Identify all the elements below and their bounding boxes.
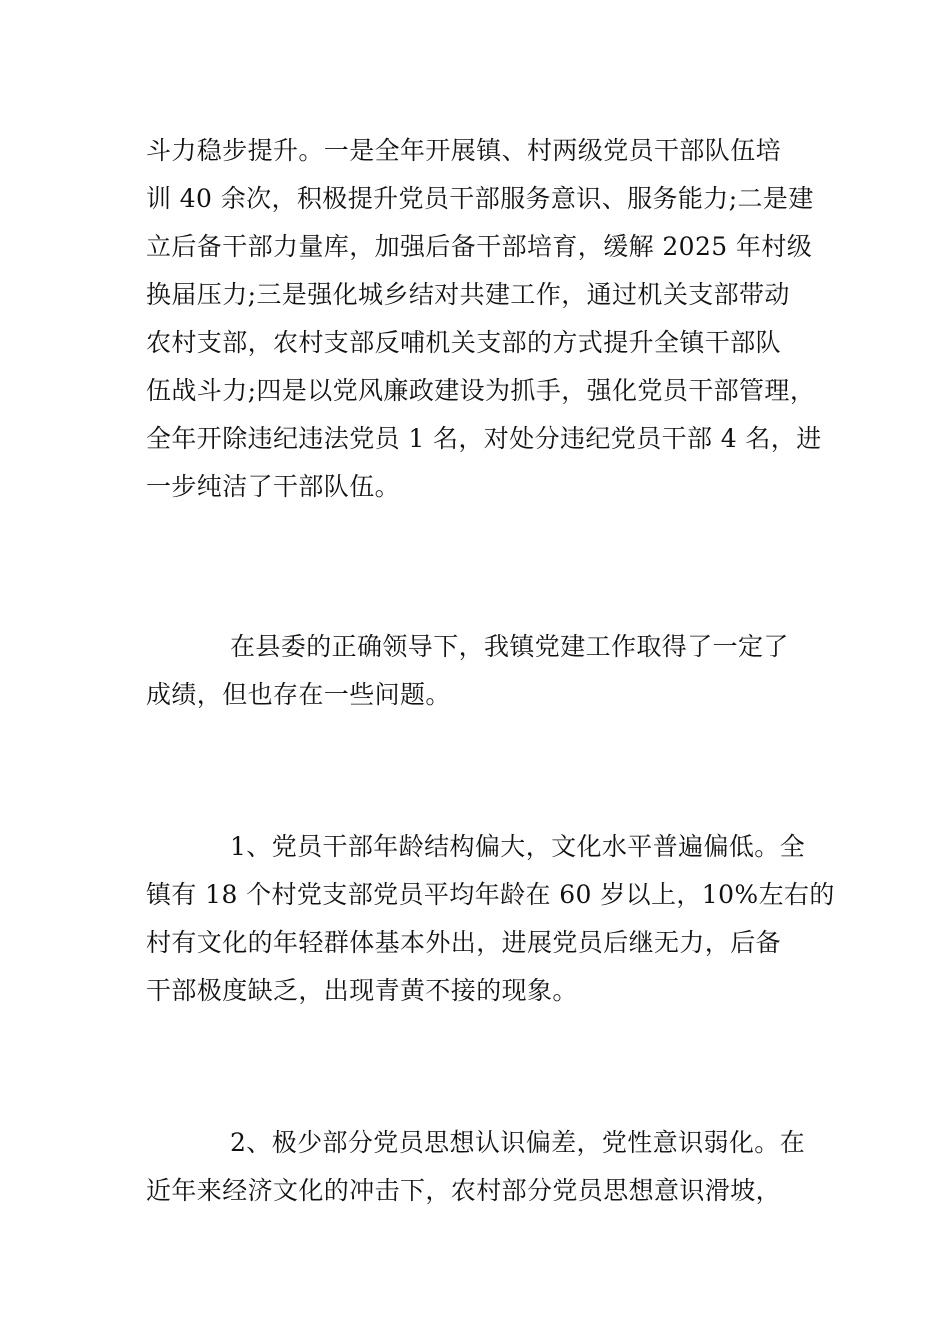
paragraph-line: 干部极度缺乏，出现青黄不接的现象。 — [146, 976, 578, 1005]
paragraph-line: 村有文化的年轻群体基本外出，进展党员后继无力，后备 — [146, 928, 782, 957]
paragraph-line: 换届压力;三是强化城乡结对共建工作，通过机关支部带动 — [146, 280, 790, 309]
paragraph-line: 2、极少部分党员思想认识偏差，党性意识弱化。在 — [230, 1128, 806, 1157]
paragraph-line: 镇有 18 个村党支部党员平均年龄在 60 岁以上，10%左右的 — [146, 880, 835, 909]
paragraph-line: 成绩，但也存在一些问题。 — [146, 680, 451, 709]
paragraph-line: 一步纯洁了干部队伍。 — [146, 472, 401, 501]
paragraph-line: 1、党员干部年龄结构偏大，文化水平普遍偏低。全 — [230, 832, 806, 861]
paragraph-line: 在县委的正确领导下，我镇党建工作取得了一定了 — [230, 632, 789, 661]
paragraph-line: 训 40 余次，积极提升党员干部服务意识、服务能力;二是建 — [146, 184, 814, 213]
paragraph-line: 立后备干部力量库，加强后备干部培育，缓解 2025 年村级 — [146, 232, 813, 261]
paragraph-line: 斗力稳步提升。一是全年开展镇、村两级党员干部队伍培 — [146, 136, 782, 165]
paragraph-line: 全年开除违纪违法党员 1 名，对处分违纪党员干部 4 名，进 — [146, 424, 822, 453]
paragraph-line: 近年来经济文化的冲击下，农村部分党员思想意识滑坡， — [146, 1176, 782, 1205]
paragraph-line: 伍战斗力;四是以党风廉政建设为抓手，强化党员干部管理， — [146, 376, 816, 405]
paragraph-line: 农村支部，农村支部反哺机关支部的方式提升全镇干部队 — [146, 328, 782, 357]
